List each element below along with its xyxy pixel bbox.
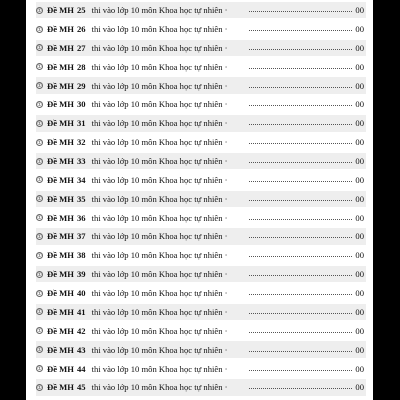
entry-prefix: Đề MH [47, 156, 74, 167]
entry-page: 00 [355, 61, 364, 72]
entry-prefix: Đề MH [47, 42, 74, 53]
entry-prefix: Đề MH [47, 137, 74, 148]
toc-entry[interactable] [36, 247, 366, 263]
toc-entry[interactable] [36, 228, 366, 244]
dot-leader [249, 219, 352, 220]
dot-leader [249, 162, 352, 163]
entry-page: 00 [355, 288, 364, 299]
entry-number: 33 [76, 156, 86, 167]
entry-prefix: Đề MH [47, 231, 74, 242]
entry-prefix: Đề MH [47, 382, 74, 393]
circled-number-icon: ① [37, 65, 42, 71]
entry-title: thi vào lớp 10 môn Khoa học tự nhiên · [91, 156, 228, 167]
entry-page: 00 [355, 382, 364, 393]
entry-prefix: Đề MH [47, 306, 74, 317]
entry-number: 27 [76, 42, 86, 53]
entry-title: thi vào lớp 10 môn Khoa học tự nhiên · [91, 42, 228, 53]
entry-title: thi vào lớp 10 môn Khoa học tự nhiên · [91, 250, 228, 261]
entry-page: 00 [355, 193, 364, 204]
entry-page: 00 [355, 344, 364, 355]
entry-title: thi vào lớp 10 môn Khoa học tự nhiên · [91, 137, 228, 148]
entry-page: 00 [355, 231, 364, 242]
entry-title: thi vào lớp 10 môn Khoa học tự nhiên · [91, 344, 228, 355]
entry-number: 26 [76, 24, 86, 35]
entry-number: 37 [76, 231, 86, 242]
entry-number: 39 [76, 269, 86, 280]
circled-number-icon: ① [37, 291, 42, 297]
dot-leader [249, 87, 352, 88]
entry-prefix: Đề MH [47, 174, 74, 185]
entry-title: thi vào lớp 10 môn Khoa học tự nhiên · [91, 269, 228, 280]
circled-number-icon: ① [37, 216, 42, 222]
circled-number-icon: ① [37, 234, 42, 240]
dot-leader [249, 11, 352, 12]
entry-title: thi vào lớp 10 môn Khoa học tự nhiên · [91, 325, 228, 336]
toc-entry[interactable] [36, 191, 366, 207]
entry-prefix: Đề MH [47, 212, 74, 223]
circled-number-icon: ① [37, 8, 42, 14]
dot-leader [249, 143, 352, 144]
entry-page: 00 [355, 42, 364, 53]
toc-entry[interactable] [36, 153, 366, 169]
toc-entry[interactable] [36, 323, 366, 339]
entry-prefix: Đề MH [47, 24, 74, 35]
dot-leader [249, 370, 352, 371]
dot-leader [249, 237, 352, 238]
toc-entry[interactable] [36, 59, 366, 75]
toc-entry[interactable] [36, 40, 366, 56]
entry-page: 00 [355, 118, 364, 129]
entry-page: 00 [355, 24, 364, 35]
dot-leader [249, 68, 352, 69]
entry-number: 44 [76, 363, 86, 374]
dot-leader [249, 181, 352, 182]
entry-number: 31 [76, 118, 86, 129]
entry-number: 38 [76, 250, 86, 261]
entry-number: 40 [76, 288, 86, 299]
entry-number: 45 [76, 382, 86, 393]
entry-page: 00 [355, 5, 364, 16]
entry-title: thi vào lớp 10 môn Khoa học tự nhiên · [91, 288, 228, 299]
circled-number-icon: ① [37, 46, 42, 52]
dot-leader [249, 124, 352, 125]
circled-number-icon: ① [37, 367, 42, 372]
table-of-contents [36, 2, 366, 398]
entry-title: thi vào lớp 10 môn Khoa học tự nhiên · [91, 5, 228, 16]
entry-prefix: Đề MH [47, 288, 74, 299]
entry-prefix: Đề MH [47, 193, 74, 204]
dot-leader [249, 49, 352, 50]
entry-page: 00 [355, 99, 364, 110]
entry-title: thi vào lớp 10 môn Khoa học tự nhiên · [91, 382, 228, 393]
entry-page: 00 [355, 250, 364, 261]
dot-leader [249, 256, 352, 257]
toc-entry[interactable] [36, 209, 366, 225]
toc-entry[interactable] [36, 115, 366, 131]
entry-title: thi vào lớp 10 môn Khoa học tự nhiên · [91, 363, 228, 374]
dot-leader [249, 332, 352, 333]
circled-number-icon: ① [37, 197, 42, 203]
entry-number: 28 [76, 61, 86, 72]
dot-leader [249, 388, 352, 389]
toc-entry[interactable] [36, 77, 366, 93]
entry-number: 43 [76, 344, 86, 355]
entry-number: 30 [76, 99, 86, 110]
entry-prefix: Đề MH [47, 118, 74, 129]
entry-title: thi vào lớp 10 môn Khoa học tự nhiên · [91, 61, 228, 72]
entry-title: thi vào lớp 10 môn Khoa học tự nhiên · [91, 193, 228, 204]
entry-page: 00 [355, 174, 364, 185]
entry-number: 35 [76, 193, 86, 204]
entry-prefix: Đề MH [47, 269, 74, 280]
circled-number-icon: ① [37, 27, 42, 33]
entry-number: 32 [76, 137, 86, 148]
entry-title: thi vào lớp 10 môn Khoa học tự nhiên · [91, 231, 228, 242]
circled-number-icon: ① [37, 159, 42, 165]
dot-leader [249, 351, 352, 352]
dot-leader [249, 313, 352, 314]
circled-number-icon: ① [37, 253, 42, 259]
toc-entry[interactable] [36, 379, 366, 395]
entry-number: 34 [76, 174, 86, 185]
toc-entry[interactable] [36, 266, 366, 282]
entry-prefix: Đề MH [47, 325, 74, 336]
entry-prefix: Đề MH [47, 80, 74, 91]
circled-number-icon: ① [37, 102, 42, 108]
entry-page: 00 [355, 156, 364, 167]
entry-title: thi vào lớp 10 môn Khoa học tự nhiên · [91, 174, 228, 185]
entry-title: thi vào lớp 10 môn Khoa học tự nhiên · [91, 212, 228, 223]
entry-prefix: Đề MH [47, 61, 74, 72]
toc-entry[interactable] [36, 285, 366, 301]
toc-entry[interactable] [36, 21, 366, 37]
entry-number: 36 [76, 212, 86, 223]
circled-number-icon: ① [37, 140, 42, 146]
toc-entry[interactable] [36, 172, 366, 188]
circled-number-icon: ① [37, 310, 42, 316]
entry-page: 00 [355, 363, 364, 374]
dot-leader [249, 275, 352, 276]
dot-leader [249, 105, 352, 106]
entry-title: thi vào lớp 10 môn Khoa học tự nhiên · [91, 99, 228, 110]
entry-title: thi vào lớp 10 môn Khoa học tự nhiên · [91, 80, 228, 91]
entry-number: 29 [76, 80, 86, 91]
circled-number-icon: ① [37, 272, 42, 278]
entry-page: 00 [355, 137, 364, 148]
toc-entry[interactable] [36, 304, 366, 320]
entry-page: 00 [355, 269, 364, 280]
dot-leader [249, 30, 352, 31]
entry-page: 00 [355, 325, 364, 336]
toc-entry[interactable] [36, 96, 366, 112]
entry-number: 41 [76, 306, 86, 317]
entry-prefix: Đề MH [47, 250, 74, 261]
entry-prefix: Đề MH [47, 5, 74, 16]
circled-number-icon: ① [37, 84, 42, 90]
circled-number-icon: ① [37, 178, 42, 184]
dot-leader [249, 294, 352, 295]
circled-number-icon: ① [37, 348, 42, 354]
entry-prefix: Đề MH [47, 344, 74, 355]
entry-page: 00 [355, 212, 364, 223]
circled-number-icon: ① [37, 329, 42, 335]
entry-title: thi vào lớp 10 môn Khoa học tự nhiên · [91, 24, 228, 35]
circled-number-icon: ① [37, 385, 42, 391]
circled-number-icon: ① [37, 121, 42, 127]
entry-prefix: Đề MH [47, 99, 74, 110]
dot-leader [249, 200, 352, 201]
entry-number: 42 [76, 325, 86, 336]
entry-prefix: Đề MH [47, 363, 74, 374]
entry-page: 00 [355, 306, 364, 317]
entry-page: 00 [355, 80, 364, 91]
toc-entry[interactable] [36, 341, 366, 357]
entry-title: thi vào lớp 10 môn Khoa học tự nhiên · [91, 118, 228, 129]
toc-entry[interactable] [36, 360, 366, 376]
entry-number: 25 [76, 5, 86, 16]
document-page [26, 0, 373, 400]
toc-entry[interactable] [36, 134, 366, 150]
toc-entry[interactable] [36, 2, 366, 18]
entry-title: thi vào lớp 10 môn Khoa học tự nhiên · [91, 306, 228, 317]
